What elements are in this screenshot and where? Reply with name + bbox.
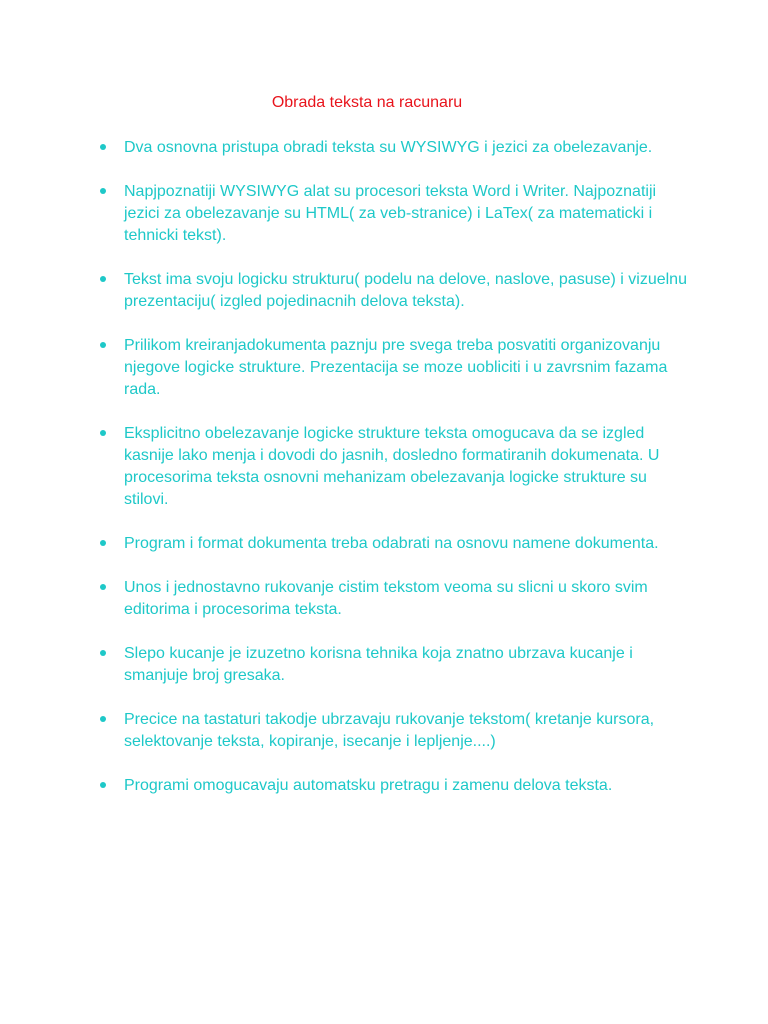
- bullet-dot-icon: [100, 430, 106, 436]
- list-item-text: Slepo kucanje je izuzetno korisna tehnika koja znatno ubrzava kucanje i smanjuje broj gresaka.: [124, 645, 633, 684]
- list-item: [100, 775, 690, 797]
- page-title: Obrada teksta na racunaru: [271, 94, 463, 111]
- bullet-dot-icon: [100, 782, 106, 788]
- list-item-text: Tekst ima svoju logicku strukturu( podelu na delove, naslove, pasuse) i vizuelnu prezentaciju( izgled pojedinacnih delova teksta).: [124, 271, 687, 310]
- list-item: [100, 533, 690, 555]
- list-item-text: Napjpoznatiji WYSIWYG alat su procesori teksta Word i Writer. Najpoznatiji jezici za obelezavanje su HTML( za veb-stranice) i LaTex( za matematicki i tehnicki tekst).: [124, 183, 657, 244]
- list-item-text: Program i format dokumenta treba odabrati na osnovu namene dokumenta.: [124, 535, 659, 552]
- list-item-text: Precice na tastaturi takodje ubrzavaju rukovanje tekstom( kretanje kursora, selektovanje teksta, kopiranje, isecanje i lepljenje....): [124, 711, 655, 750]
- list-item: [100, 643, 690, 687]
- list-item: [100, 181, 690, 247]
- bullet-list: [100, 137, 690, 819]
- list-item-text: Eksplicitno obelezavanje logicke strukture teksta omogucava da se izgled kasnije lako menja i dovodi do jasnih, dosledno formatiranih dokumenata. U procesorima teksta osnovni mehanizam obelezavanja logicke strukture su stilovi.: [124, 425, 660, 508]
- bullet-dot-icon: [100, 650, 106, 656]
- list-item: [100, 577, 690, 621]
- list-item-text: Dva osnovna pristupa obradi teksta su WYSIWYG i jezici za obelezavanje.: [124, 139, 653, 156]
- list-item-text: Prilikom kreiranjadokumenta paznju pre svega treba posvatiti organizovanju njegove logicke strukture. Prezentacija se moze uobliciti i u zavrsnim fazama rada.: [124, 337, 668, 398]
- list-item-text: Programi omogucavaju automatsku pretragu i zamenu delova teksta.: [124, 777, 613, 794]
- bullet-dot-icon: [100, 716, 106, 722]
- bullet-dot-icon: [100, 342, 106, 348]
- list-item: [100, 709, 690, 753]
- list-item: [100, 423, 690, 511]
- list-item-text: Unos i jednostavno rukovanje cistim tekstom veoma su slicni u skoro svim editorima i procesorima teksta.: [124, 579, 648, 618]
- bullet-dot-icon: [100, 584, 106, 590]
- bullet-dot-icon: [100, 188, 106, 194]
- bullet-dot-icon: [100, 540, 106, 546]
- list-item: [100, 269, 690, 313]
- list-item: [100, 335, 690, 401]
- bullet-dot-icon: [100, 144, 106, 150]
- bullet-dot-icon: [100, 276, 106, 282]
- list-item: [100, 137, 690, 159]
